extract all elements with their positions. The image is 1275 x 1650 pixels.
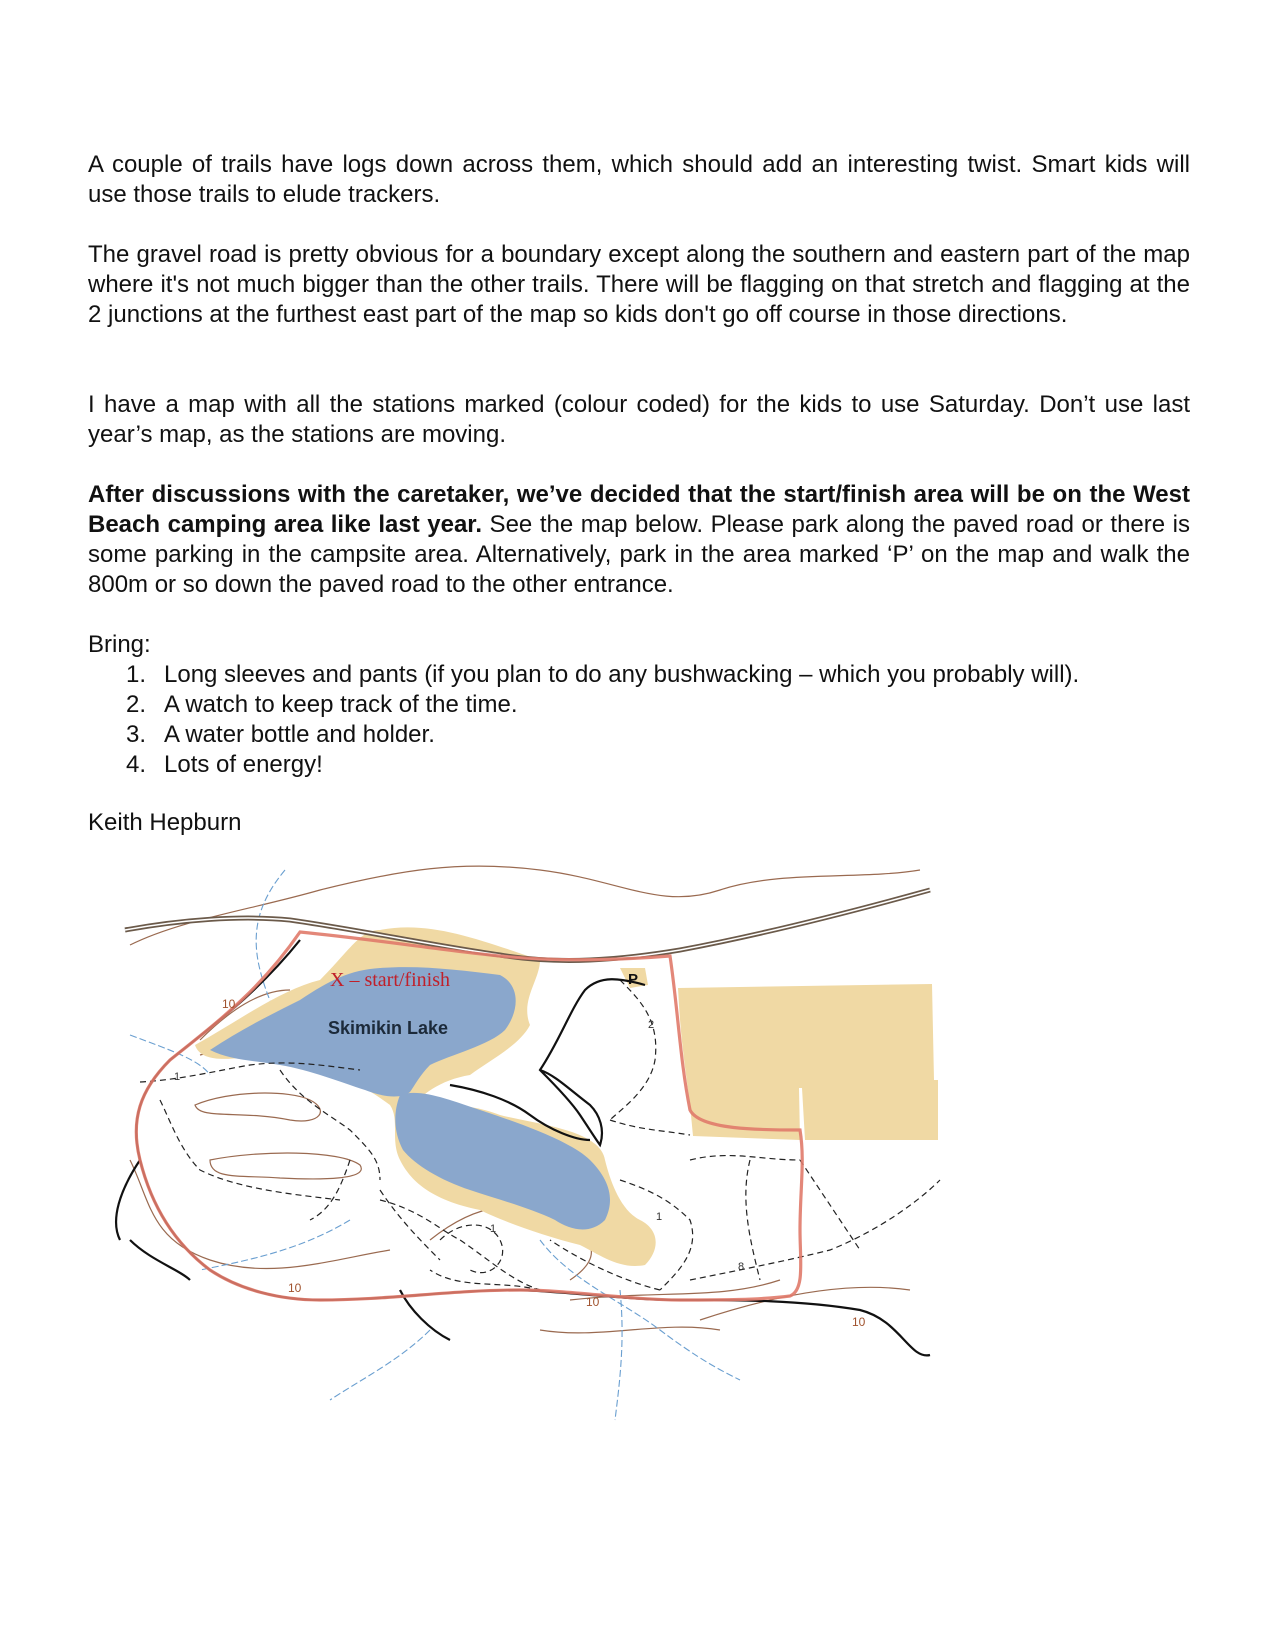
trail: [380, 1190, 440, 1260]
stream: [615, 1290, 622, 1420]
list-number: 2.: [126, 691, 147, 718]
start-finish-bold: After discussions with the caretaker, we’ve decided that the start/finish area will be on the West Beach camping area like last year.: [88, 481, 1190, 538]
paragraph-station-map: I have a map with all the stations marked (colour coded) for the kids to use Saturday. Don’t use last year’s map, as the stations are moving.: [88, 391, 1190, 448]
trail-number-label: 1: [490, 1223, 497, 1235]
list-number: 4.: [126, 751, 147, 778]
list-text: A water bottle and holder.: [164, 721, 435, 748]
trail-number-label: 8: [738, 1261, 745, 1273]
trail: [690, 1180, 940, 1280]
contour-line: [210, 1153, 361, 1179]
lake-name-label: Skimikin Lake: [328, 1018, 449, 1038]
contour-label: 10: [288, 1281, 302, 1295]
start-finish-label: X – start/finish: [330, 969, 450, 991]
contour-line: [570, 1280, 780, 1300]
trail: [310, 1160, 350, 1220]
skimikin-lake-map: [100, 860, 1000, 1440]
trail: [610, 1120, 690, 1135]
list-text: Lots of energy!: [164, 751, 323, 778]
trail: [430, 1270, 540, 1290]
trail: [746, 1160, 760, 1280]
trail: [610, 980, 656, 1120]
stream: [130, 1035, 210, 1075]
paved-road-inner: [125, 890, 930, 960]
west-road-stub: [116, 1160, 140, 1240]
paragraph-start-finish: [88, 480, 1190, 600]
list-item: [88, 720, 1079, 750]
list-number: 3.: [126, 721, 147, 748]
bring-heading: Bring:: [88, 631, 151, 658]
parking-instructions: See the map below. Please park along the paved road or there is some parking in the campsite area. Alternatively, park in the area marked ‘P’ on the map and walk the 800m or so down the paved road to the other entrance.: [88, 511, 1190, 598]
trail: [800, 1160, 860, 1250]
stream: [330, 1330, 430, 1400]
paved-road: [125, 890, 930, 960]
trail: [690, 1156, 800, 1160]
list-item: [88, 690, 1079, 720]
list-text: A watch to keep track of the time.: [164, 691, 518, 718]
stream: [200, 1220, 350, 1270]
signature: Keith Hepburn: [88, 809, 242, 836]
list-number: 1.: [126, 661, 147, 688]
paragraph-logs: A couple of trails have logs down across them, which should add an interesting twist. Smart kids will use those trails to elude trackers.: [88, 151, 1190, 208]
contour-line: [540, 1327, 720, 1333]
list-text: Long sleeves and pants (if you plan to do any bushwacking – which you probably will).: [164, 661, 1080, 688]
contour-label: 10: [852, 1315, 866, 1329]
paved-road-outer: [125, 890, 930, 960]
trail-number-label: 1: [174, 1071, 181, 1083]
contour-line: [195, 1093, 320, 1121]
campground-loop: [540, 979, 645, 1145]
list-item: [88, 750, 1079, 780]
paragraph-gravel-road: The gravel road is pretty obvious for a boundary except along the southern and eastern part of the map where it's not much bigger than the other trails. There will be flagging on that stretch and flagging at the 2 junctions at the furthest east part of the map so kids don't go off course in those directions.: [88, 241, 1190, 328]
bring-list: [88, 660, 1079, 780]
contour-label: 10: [222, 997, 236, 1011]
contour-line: [130, 866, 920, 945]
parking-label: P: [628, 971, 639, 988]
east-sand-area: [678, 984, 938, 1140]
trail-number-label: 1: [656, 1211, 663, 1223]
trail-number-label: 2: [648, 1019, 655, 1031]
list-item: [88, 660, 1079, 690]
contour-label: 10: [586, 1295, 600, 1309]
